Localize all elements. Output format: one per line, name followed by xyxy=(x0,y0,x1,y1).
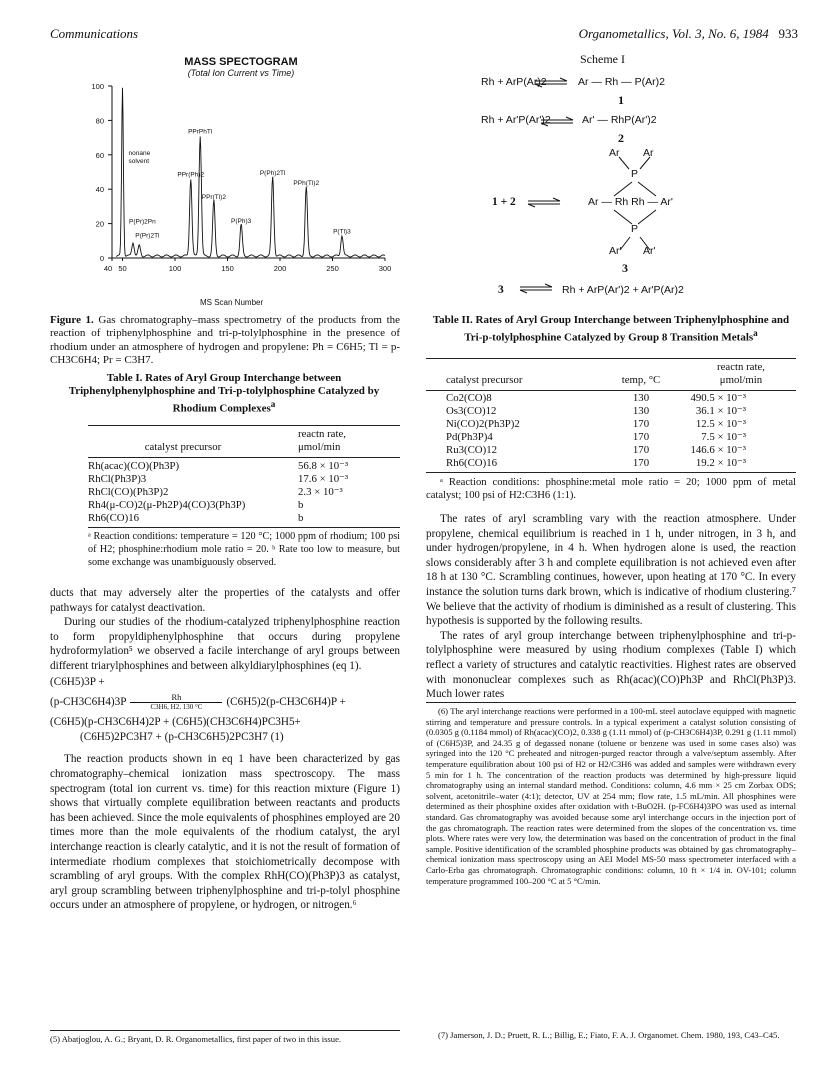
chart-title: MASS SPECTOGRAM xyxy=(184,56,298,68)
table-2-label: Table II. xyxy=(432,314,473,326)
chart-xlabel: MS Scan Number xyxy=(200,298,264,307)
figure-caption-text: Gas chromatography–mass spectrometry of the products from the reaction of triphenylphosphine and tri-p-tolylphosphine in the presence of rhodium under an atmosphere of hydrogen and propylene: Ph = C6H5; Tl = p-CH3C6H4; Pr = C3H7. xyxy=(50,314,401,367)
peak-label xyxy=(293,180,319,187)
table-1-col-rate-line1: reactn rate, xyxy=(298,428,346,440)
eq-over: Rh xyxy=(171,692,182,703)
table-2-cell-temp: 170 xyxy=(632,418,650,430)
scheme-p-top: P xyxy=(631,168,639,180)
table-2-row xyxy=(426,392,796,405)
table-2-footnote: ᵃ Reaction conditions: phosphine:metal mole ratio = 20; 1000 ppm of metal catalyst; 100 psi of H2:C3H6 (1:1). xyxy=(426,477,796,502)
table-2-cell-rate: 146.6 × 10⁻³ xyxy=(690,444,746,456)
right-paragraph-2: The rates of aryl group interchange between triphenylphosphine and tri-p-tolylphosphine were measured by using rhodium complexes (Table I) which reflect a variety of structures and catalytic reactivities. Highest rates are observed with mononuclear complexes such as Rh(acac)(CO)Ph3P and RhCl(Ph3P)3. Much lower rates xyxy=(426,629,796,701)
left-paragraph-1: ducts that may adversely alter the properties of the catalysts and offer pathways for catalyst deactivation. xyxy=(50,587,400,614)
scheme-compound-1: 1 xyxy=(618,93,624,107)
scheme-arrows xyxy=(420,60,800,305)
table-1-cell-catalyst: Rh6(CO)16 xyxy=(88,512,139,524)
running-header-right xyxy=(579,26,798,42)
table-1-footnote: ᵃ Reaction conditions: temperature = 120 °C; 1000 ppm of rhodium; 100 psi of H2; phosphine:rhodium mole ratio = 20. ᵇ Rate too low to measure, but some exchange was unambiguously observed. xyxy=(88,531,400,568)
x-tick-label: 250 xyxy=(326,264,339,273)
y-tick-label: 0 xyxy=(99,254,104,263)
peak-label xyxy=(177,172,204,179)
table-1-title xyxy=(64,372,384,416)
table-1-top-rule xyxy=(88,425,400,426)
peak-label-line: P(Pr)2Pn xyxy=(129,218,156,226)
table-1-row xyxy=(88,512,400,525)
footnote-7: (7) Jamerson, J. D.; Pruett, R. L.; Billig, E.; Fiato, F. A. J. Organomet. Chem. 1980, 193, C43–C45. xyxy=(438,1030,780,1040)
peak-label-line: P(Tl)3 xyxy=(333,228,351,236)
table-2-cell-catalyst: Co2(CO)8 xyxy=(446,392,492,404)
eq-line-3: (C6H5)(p-CH3C6H4)2P + (C6H5)(CH3C6H4)PC3H5+ xyxy=(50,716,301,729)
table-2-cell-rate: 12.5 × 10⁻³ xyxy=(695,418,746,430)
table-2-row xyxy=(426,444,796,457)
eq-line-4: (C6H5)2PC3H7 + (p-CH3C6H5)2PC3H7 (1) xyxy=(80,730,284,743)
table-2-title-text: Rates of Aryl Group Interchange between Triphenylphosphine and Tri-p-tolylphosphine Catalyzed by Group 8 Transition Metals xyxy=(464,314,790,344)
eq-arrow xyxy=(130,693,222,711)
table-1-cell-catalyst: Rh4(μ-CO)2(μ-Ph2P)4(CO)3(Ph3P) xyxy=(88,499,246,511)
table-1-row xyxy=(88,486,400,499)
peak-label-line: P(Ph)2Tl xyxy=(259,169,286,177)
scheme-r4-right: Rh + ArP(Ar')2 + Ar'P(Ar)2 xyxy=(562,284,684,296)
table-2-title xyxy=(426,314,796,345)
right-footnote-rule xyxy=(426,702,796,703)
left-paragraph-3: The reaction products shown in eq 1 have been characterized by gas chromatography–chemical ionization mass spectroscopy. The mass spectrogram (total ion current vs. time) for this reaction mixture (Figure 1) shows that virtually complete equilibration between reactants and products has been achieved. Since the mole equivalents of phosphines employed are 20 times more than the mole equivalents of the rhodium catalyst, the aryl interchange reaction is clearly catalytic, and it is not the result of formation of intermediate rhodium complexes that stoichiometrically decompose with scrambling of aryl groups. With the complex RhH(CO)(Ph3P)3 as catalyst, aryl group scrambling between triphenylphosphine and tri-p-tolyl phosphine occurs under an atmosphere of propylene, or hydrogen, or nitrogen.⁶ xyxy=(50,753,400,912)
table-1-row xyxy=(88,460,400,473)
table-2-cell-rate: 490.5 × 10⁻³ xyxy=(690,392,746,404)
scheme-compound-2: 2 xyxy=(618,131,624,145)
peak-label xyxy=(188,129,213,136)
eq-product: (C6H5)2(p-CH3C6H4)P + xyxy=(226,695,346,708)
table-1-cell-rate: 17.6 × 10⁻³ xyxy=(298,473,349,485)
peak-label xyxy=(260,170,286,177)
peak-label-line: P(Pr)2Tl xyxy=(135,232,160,240)
table-2-row xyxy=(426,405,796,418)
page-number: 933 xyxy=(778,26,798,41)
table-1-cell-rate: 2.3 × 10⁻³ xyxy=(298,486,343,498)
figure-1 xyxy=(76,56,406,78)
table-2-cell-catalyst: Ru3(CO)12 xyxy=(446,444,497,456)
left-column xyxy=(50,586,400,913)
table-1-row xyxy=(88,499,400,512)
scheme-r1-left: Rh + ArP(Ar)2 xyxy=(481,76,547,88)
peak-label-line: PPh(Tl)2 xyxy=(293,180,320,188)
table-2-cell-rate: 7.5 × 10⁻³ xyxy=(701,431,746,443)
table-1-label: Table I. xyxy=(106,372,143,384)
eq-under: C3H6, H2, 130 °C xyxy=(150,703,203,712)
scheme-ar-bot-left: Ar' xyxy=(609,245,622,257)
y-tick-label: 80 xyxy=(95,116,104,126)
table-1-col-rate-line2: μmol/min xyxy=(298,441,341,453)
scheme-r3-left: 1 + 2 xyxy=(492,196,516,208)
table-1-cell-catalyst: RhCl(CO)(Ph3P)2 xyxy=(88,486,169,498)
y-tick-label: 100 xyxy=(91,82,104,91)
table-2-body xyxy=(426,392,796,470)
mass-spectrogram-chart xyxy=(60,80,400,300)
table-2-col-rate-line2: μmol/min xyxy=(719,374,763,386)
chart-subtitle: (Total Ion Current vs Time) xyxy=(187,68,295,78)
table-1-bottom-rule xyxy=(88,527,400,528)
table-2-cell-catalyst: Rh6(CO)16 xyxy=(446,457,497,469)
y-tick-label: 20 xyxy=(95,219,104,229)
right-paragraph-1: The rates of aryl scrambling vary with the reaction atmosphere. Under propylene, chemical equilibrium is reached in 1 h, under nitrogen, in 3 h, and under hydrogen/propylene, in 4 h. When hydrogen alone is used, the reaction slows considerably after 3 h and complete equilibration is not achieved even after 18 h at 130 °C. Scrambling continues, however, upon heating at 170 °C. In every instance the solution turns dark brown, which is indicative of rhodium clustering.⁷ We believe that the activity of rhodium is diminished as a result of clustering. This hypothesis is supported by the following results. xyxy=(426,513,796,628)
table-2-cell-catalyst: Pd(Ph3P)4 xyxy=(446,431,493,443)
table-1-cell-rate: 56.8 × 10⁻³ xyxy=(298,460,349,472)
running-header-left: Communications xyxy=(50,26,139,41)
table-1-row xyxy=(88,473,400,486)
peak-label-line: P(Ph)3 xyxy=(231,218,252,226)
peak-label-line: PPr(Ph)2 xyxy=(177,171,205,179)
footnote-6: (6) The aryl interchange reactions were performed in a 100-mL steel autoclave equipped with magnetic stirring and temperature and pressure controls. In a typical experiment a catalyst solution consisting of (0.0305 g (0.1184 mmol) of Rh(acac)(CO)2, 0.338 g (1.11 mmol) of (p-CH3C6H4)3P, 0.291 g (1.11 mmol) of (C6H5)3P, and 24.35 g of degassed nonane (toluene or benzene was used in some cases also) was syringed into the 120 °C preheated and nitrogen-purged reactor through a valve/septum assembly. After temperature equilibration about 100 psi of H2 or H2/C3H6 was added and samples were withdrawn every 5 min for 1 h. The concentration of the reaction products was determined by high-pressure liquid chromatography using an internal standard method. Conditions: column, 4.6 mm × 25 cm Zorbax ODS; solvent, acetonitrile–water (4:1); detector, UV at 254 mm; flow rate, 1.5 mL/min. All phosphines were determined as their phosphine oxides after oxidation with t-BuO2H. (p-FC6H4)3PO was used as internal standard. Gas chromatography was avoided because some aryl interchange occurs in the injection port of the gas chromatograph. The reaction rates were determined from the slopes of the concentration vs. time plots. Where rates were very low, the determination was based on the concentration of product in the final sample. Positive identification of the scrambled phosphine products was obtained by gas chromatography–chemical ionization mass spectroscopy using an AEI Model MS-50 mass spectrometer interfaced with a Carlo-Erba gas chromatograph. Chromatographic conditions: column, 10 ft × 1/4 in. OV-101; column temperature programmed 100–200 °C at 5 °C/min. xyxy=(426,706,796,886)
scheme-ar-top-right: Ar xyxy=(643,147,654,159)
table-2-col-rate xyxy=(686,361,796,387)
x-tick-label: 100 xyxy=(168,264,182,273)
peak-label xyxy=(129,150,151,165)
table-1-col-rate xyxy=(278,428,400,454)
table-2-cell-rate: 19.2 × 10⁻³ xyxy=(695,457,746,469)
peak-label-line: PPr(Tl)2 xyxy=(201,193,226,201)
eq-reactant: (p-CH3C6H4)3P xyxy=(50,695,127,708)
table-2-header xyxy=(426,361,796,387)
table-2-mid-rule xyxy=(426,390,796,391)
equation-1 xyxy=(50,675,400,745)
left-footnote-rule xyxy=(50,1030,400,1031)
table-2-cell-temp: 170 xyxy=(632,457,650,469)
right-column xyxy=(426,512,796,702)
table-2-cell-temp: 130 xyxy=(632,405,650,417)
table-2-top-rule xyxy=(426,358,796,359)
x-tick-label: 150 xyxy=(221,264,234,273)
eq-line-2 xyxy=(50,689,400,715)
table-2-row xyxy=(426,457,796,470)
scheme-r2-right: Ar' — RhP(Ar')2 xyxy=(582,114,657,126)
table-2-cell-temp: 170 xyxy=(632,444,650,456)
table-2-bottom-rule xyxy=(426,472,796,473)
y-tick-label: 60 xyxy=(95,150,104,160)
table-1-title-text: Rates of Aryl Group Interchange between Triphenylphenylphosphine and Tri-p-tolylphosphine Catalyzed by Rhodium Complexes xyxy=(68,372,380,415)
table-2-col-catalyst: catalyst precursor xyxy=(446,374,523,386)
x-tick-label: 40 xyxy=(103,264,113,273)
table-2-cell-catalyst: Ni(CO)2(Ph3P)2 xyxy=(446,418,520,430)
figure-label: Figure 1. xyxy=(50,314,94,326)
table-1-mid-rule xyxy=(88,457,400,458)
scheme-ar-bot-right: Ar' xyxy=(643,245,656,257)
table-1-cell-catalyst: Rh(acac)(CO)(Ph3P) xyxy=(88,460,180,472)
scheme-r4-left: 3 xyxy=(498,284,504,296)
peak-label-line: solvent xyxy=(128,157,150,165)
y-tick-label: 40 xyxy=(95,185,104,195)
table-2-cell-temp: 170 xyxy=(632,431,650,443)
table-1-col-catalyst: catalyst precursor xyxy=(144,441,222,453)
scheme-p-bottom: P xyxy=(631,223,639,235)
peak-label xyxy=(231,218,252,225)
peak-label-line: PPrPhTl xyxy=(188,128,213,136)
peak-label xyxy=(333,228,351,235)
table-2-col-temp: temp, °C xyxy=(621,374,661,386)
x-tick-label: 50 xyxy=(118,264,127,273)
figure-1-caption xyxy=(50,314,400,368)
table-2 xyxy=(426,361,796,387)
table-2-cell-temp: 130 xyxy=(632,392,650,404)
table-1-header xyxy=(88,428,400,454)
x-tick-label: 200 xyxy=(273,264,287,273)
peak-label xyxy=(202,194,227,201)
table-1-title-mark: a xyxy=(270,399,276,409)
footnote-5: (5) Abatjoglou, A. G.; Bryant, D. R. Organometallics, first paper of two in this issue. xyxy=(50,1034,342,1044)
peak-label xyxy=(129,219,156,226)
scheme-r3-mid: Ar — Rh Rh — Ar' xyxy=(588,196,673,208)
left-paragraph-2: During our studies of the rhodium-catalyzed triphenylphosphine reaction to form propyldiphenylphosphine that occurs during propylene hydroformylation⁵ we observed a facile interchange of aryl groups between different triarylphosphines and between alkyldiarylphosphines (eq 1). xyxy=(50,616,400,672)
scheme-r1-right: Ar — Rh — P(Ar)2 xyxy=(578,76,665,88)
table-2-title-mark: a xyxy=(753,328,758,338)
table-2-col-rate-line1: reactn rate, xyxy=(717,361,765,373)
table-2-row xyxy=(426,431,796,444)
peak-label xyxy=(135,232,160,239)
peak-label-line: nonane xyxy=(128,149,151,157)
table-1-cell-catalyst: RhCl(Ph3P)3 xyxy=(88,473,147,485)
table-1-cell-rate: b xyxy=(298,499,304,511)
table-2-cell-catalyst: Os3(CO)12 xyxy=(446,405,497,417)
scheme-r2-left: Rh + Ar'P(Ar')2 xyxy=(481,114,551,126)
table-1 xyxy=(88,428,400,454)
scheme-title: Scheme I xyxy=(580,52,625,66)
x-tick-label: 300 xyxy=(378,264,392,273)
eq-line-1: (C6H5)3P + xyxy=(50,675,105,688)
scheme-compound-3: 3 xyxy=(622,261,628,275)
scheme-ar-top-left: Ar xyxy=(609,147,620,159)
table-1-cell-rate: b xyxy=(298,512,304,524)
table-1-body xyxy=(88,460,400,525)
journal-citation: Organometallics, Vol. 3, No. 6, 1984 xyxy=(578,26,769,41)
table-2-row xyxy=(426,418,796,431)
table-2-cell-rate: 36.1 × 10⁻³ xyxy=(695,405,746,417)
